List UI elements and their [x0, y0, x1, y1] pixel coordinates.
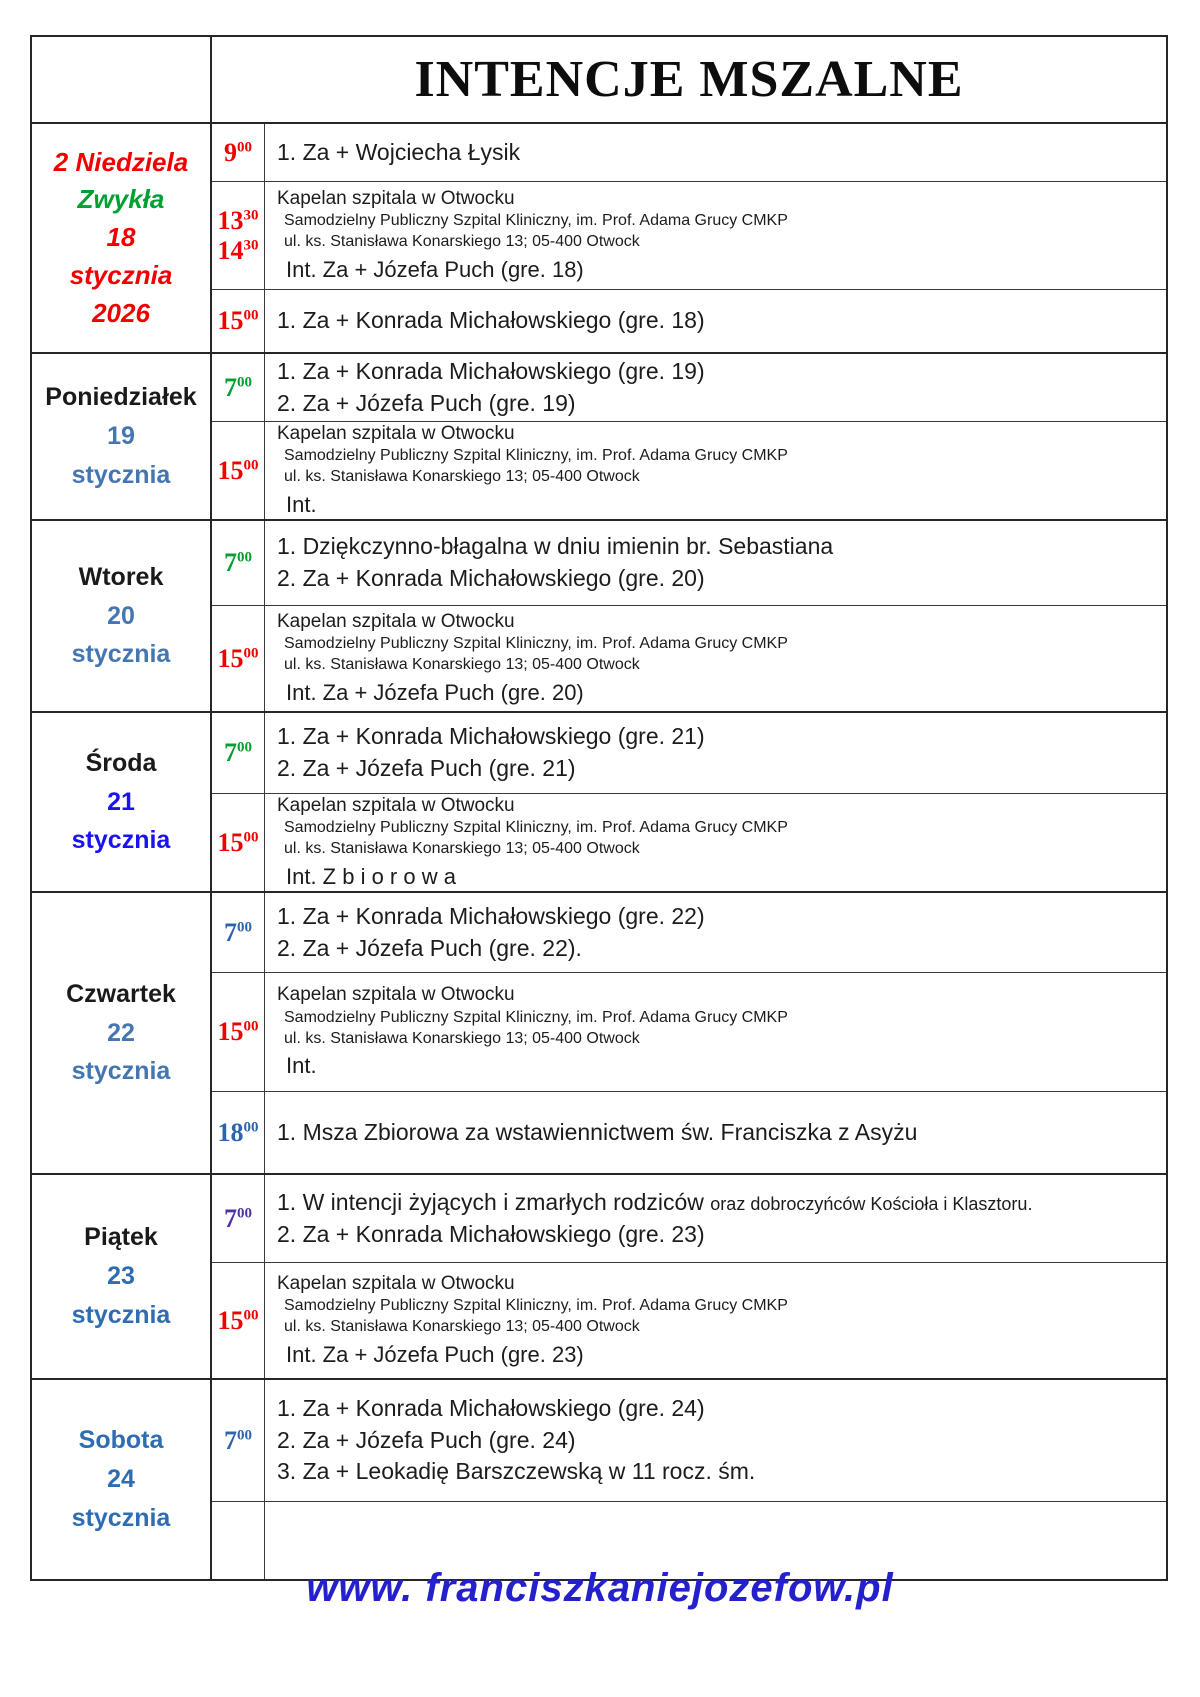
intention-text: Int. Za + Józefa Puch (gre. 20)	[286, 679, 584, 705]
date-line: Poniedziałek	[45, 383, 197, 412]
date-line: 23	[107, 1262, 135, 1291]
intention-text: 1. Za + Konrada Michałowskiego (gre. 19)	[277, 357, 705, 384]
intention-text: Int. Za + Józefa Puch (gre. 18)	[286, 256, 584, 282]
intention-text: 1. Msza Zbiorowa za wstawiennictwem św. Franciszka z Asyżu	[277, 1118, 918, 1145]
intention-line	[277, 1393, 1154, 1425]
intention-line	[277, 1425, 1154, 1457]
mass-time-cell	[212, 422, 264, 519]
mass-time-cell	[212, 124, 264, 181]
mass-intentions-cell	[264, 182, 1166, 289]
mass-time	[218, 456, 259, 486]
intention-text: Samodzielny Publiczny Szpital Kliniczny, im. Prof. Adama Grucy CMKP	[284, 1297, 788, 1315]
day-block-wtorek	[32, 521, 1166, 713]
time-hour: 7	[224, 1425, 237, 1455]
mass-time	[218, 206, 259, 236]
mass-intentions-cell	[264, 1092, 1166, 1173]
mass-time-cell	[212, 606, 264, 711]
intention-line	[277, 983, 1154, 1008]
date-line: stycznia	[71, 1057, 171, 1086]
intention-text: Samodzielny Publiczny Szpital Kliniczny, im. Prof. Adama Grucy CMKP	[284, 447, 788, 465]
mass-time	[218, 644, 259, 674]
intention-line	[277, 839, 1154, 860]
time-hour: 15	[217, 306, 244, 336]
mass-time-cell	[212, 1092, 264, 1173]
intention-text: Int. Z b i o r o w a	[286, 863, 456, 889]
intention-line	[277, 446, 1154, 467]
date-line: stycznia	[71, 1300, 171, 1329]
date-line: 2026	[92, 297, 150, 328]
time-hour: 7	[224, 372, 237, 402]
mass-slot	[212, 290, 1166, 352]
date-line: stycznia	[71, 460, 171, 489]
intention-line	[277, 1029, 1154, 1050]
time-hour: 15	[217, 1017, 244, 1047]
intention-text: Int.	[286, 491, 317, 517]
mass-time	[218, 828, 259, 858]
time-minutes: 00	[243, 828, 259, 845]
intention-line	[277, 563, 1154, 595]
mass-time	[224, 373, 252, 403]
mass-time-cell	[212, 794, 264, 891]
time-minutes: 30	[243, 236, 259, 253]
date-line: Środa	[85, 748, 157, 777]
intention-line	[277, 137, 1154, 169]
mass-time	[224, 138, 252, 168]
mass-time-cell	[212, 290, 264, 352]
date-line: Piątek	[84, 1223, 158, 1252]
intention-line	[277, 255, 1154, 285]
intention-text: 2. Za + Józefa Puch (gre. 19)	[277, 389, 576, 416]
date-line: 22	[107, 1018, 135, 1047]
mass-intentions-cell	[264, 1175, 1166, 1262]
mass-slot	[212, 1380, 1166, 1502]
mass-slot	[212, 794, 1166, 891]
date-cell-sroda	[32, 713, 210, 891]
date-line: 21	[107, 787, 135, 816]
intention-text: Kapelan szpitala w Otwocku	[277, 1272, 515, 1294]
date-line: 20	[107, 601, 135, 630]
mass-intentions-cell	[264, 713, 1166, 793]
intention-text: ul. ks. Stanisława Konarskiego 13; 05-400 Otwock	[284, 656, 640, 673]
mass-time	[224, 738, 252, 768]
intention-line	[277, 1456, 1154, 1488]
intention-text: 3. Za + Leokadię Barszczewską w 11 rocz. śm.	[277, 1458, 756, 1485]
mass-slots	[210, 1175, 1166, 1378]
intention-line	[277, 1340, 1154, 1370]
date-cell-sobota	[32, 1380, 210, 1579]
intention-line	[277, 1317, 1154, 1338]
date-cell-niedziela	[32, 124, 210, 352]
mass-time-cell	[212, 354, 264, 421]
intention-text: ul. ks. Stanisława Konarskiego 13; 05-400 Otwock	[284, 1318, 640, 1335]
time-hour: 15	[217, 455, 244, 485]
intention-line	[277, 232, 1154, 253]
time-minutes: 00	[243, 644, 259, 661]
mass-time	[224, 548, 252, 578]
mass-time	[224, 1426, 252, 1456]
mass-time	[224, 1204, 252, 1234]
mass-time-cell	[212, 521, 264, 605]
intention-line	[277, 305, 1154, 337]
intention-line	[277, 531, 1154, 563]
mass-slots	[210, 713, 1166, 891]
intention-line	[277, 1219, 1154, 1251]
intention-text: 1. Za + Konrada Michałowskiego (gre. 18)	[277, 307, 705, 334]
mass-slots	[210, 1380, 1166, 1579]
time-hour: 7	[224, 1203, 237, 1233]
intention-line	[277, 753, 1154, 785]
mass-slot	[212, 182, 1166, 290]
day-block-sroda	[32, 713, 1166, 893]
intention-text: 2. Za + Józefa Puch (gre. 22).	[277, 934, 582, 961]
day-block-niedziela	[32, 124, 1166, 354]
mass-slot	[212, 124, 1166, 182]
intention-text: 2. Za + Józefa Puch (gre. 24)	[277, 1426, 576, 1453]
time-hour: 15	[217, 827, 244, 857]
intention-line	[277, 862, 1154, 892]
mass-intentions-cell	[264, 973, 1166, 1091]
intention-text: 1. Dziękczynno-błagalna w dniu imienin br. Sebastiana	[277, 533, 834, 560]
mass-time	[218, 1118, 259, 1148]
time-hour: 18	[217, 1117, 244, 1147]
time-hour: 7	[224, 917, 237, 947]
intention-text: Kapelan szpitala w Otwocku	[277, 187, 515, 209]
intention-line	[277, 655, 1154, 676]
mass-slot	[212, 521, 1166, 606]
intention-text: 2. Za + Józefa Puch (gre. 21)	[277, 755, 576, 781]
date-line: 18	[106, 222, 136, 253]
mass-slots	[210, 521, 1166, 711]
date-line: stycznia	[69, 259, 173, 290]
time-hour: 7	[224, 548, 237, 578]
intention-line	[277, 490, 1154, 520]
time-minutes: 00	[243, 1018, 259, 1035]
date-line: stycznia	[71, 640, 171, 669]
time-minutes: 00	[243, 1306, 259, 1323]
intention-text: Samodzielny Publiczny Szpital Kliniczny, im. Prof. Adama Grucy CMKP	[284, 819, 788, 837]
mass-intentions-cell	[264, 124, 1166, 181]
intention-line	[277, 1272, 1154, 1297]
mass-time	[218, 1306, 259, 1336]
intention-line	[277, 721, 1154, 753]
intention-text: 1. Za + Konrada Michałowskiego (gre. 21)	[277, 723, 705, 750]
intention-text: Int.	[286, 1053, 317, 1079]
day-block-czwartek	[32, 893, 1166, 1175]
mass-slot	[212, 1092, 1166, 1173]
day-block-piatek	[32, 1175, 1166, 1380]
mass-slot	[212, 1263, 1166, 1378]
intention-text: 1. Za + Wojciecha Łysik	[277, 138, 521, 165]
day-block-sobota	[32, 1380, 1166, 1579]
time-minutes: 30	[243, 206, 259, 223]
time-minutes: 00	[237, 739, 252, 756]
intention-line	[277, 1117, 1154, 1149]
mass-time-cell	[212, 973, 264, 1091]
intention-line	[277, 1296, 1154, 1317]
mass-time-cell	[212, 1380, 264, 1501]
date-line: Wtorek	[78, 562, 164, 591]
mass-slot	[212, 893, 1166, 973]
mass-time	[218, 306, 259, 336]
mass-slot	[212, 1175, 1166, 1263]
title-row	[32, 37, 1166, 124]
mass-intentions-cell	[264, 1380, 1166, 1501]
date-line: Sobota	[78, 1426, 164, 1455]
time-hour: 9	[224, 137, 237, 167]
mass-intentions-cell	[264, 290, 1166, 352]
intention-line	[277, 388, 1154, 420]
intention-line	[277, 678, 1154, 708]
time-minutes: 00	[237, 549, 252, 566]
time-hour: 7	[224, 738, 237, 768]
intention-text: Samodzielny Publiczny Szpital Kliniczny, im. Prof. Adama Grucy CMKP	[284, 1008, 788, 1026]
time-minutes: 00	[237, 138, 252, 155]
intention-line	[277, 1051, 1154, 1081]
mass-time-cell	[212, 893, 264, 972]
date-cell-czwartek	[32, 893, 210, 1173]
mass-intentions-cell	[264, 1263, 1166, 1378]
day-block-poniedzialek	[32, 354, 1166, 521]
intention-text: 2. Za + Konrada Michałowskiego (gre. 20)	[277, 565, 705, 591]
mass-intentions-cell	[264, 606, 1166, 711]
mass-slots	[210, 893, 1166, 1173]
mass-time-cell	[212, 713, 264, 793]
intention-text: 1. Za + Konrada Michałowskiego (gre. 22)	[277, 902, 705, 929]
intention-text: 2. Za + Konrada Michałowskiego (gre. 23)	[277, 1220, 705, 1247]
intention-text: Int. Za + Józefa Puch (gre. 23)	[286, 1341, 584, 1367]
time-hour: 14	[217, 235, 244, 265]
intention-text: Samodzielny Publiczny Szpital Kliniczny, im. Prof. Adama Grucy CMKP	[284, 212, 788, 230]
intention-line	[277, 211, 1154, 232]
date-line: stycznia	[71, 826, 171, 855]
mass-slot	[212, 606, 1166, 711]
time-minutes: 00	[243, 1118, 259, 1135]
time-minutes: 00	[237, 1204, 252, 1221]
mass-intentions-table	[30, 35, 1168, 1581]
time-minutes: 00	[237, 373, 252, 390]
date-line: 2 Niedziela	[53, 146, 189, 177]
mass-slots	[210, 354, 1166, 519]
intention-line	[277, 634, 1154, 655]
time-minutes: 00	[237, 918, 252, 935]
mass-time	[218, 1017, 259, 1047]
mass-intentions-cell	[264, 354, 1166, 421]
mass-intentions-cell	[264, 422, 1166, 519]
date-line: Czwartek	[66, 979, 176, 1008]
date-line: Zwykła	[77, 184, 165, 215]
mass-time	[224, 918, 252, 948]
intention-line	[277, 467, 1154, 488]
mass-time-cell	[212, 182, 264, 289]
time-hour: 15	[217, 1305, 244, 1335]
intention-line	[277, 901, 1154, 933]
intention-text: Kapelan szpitala w Otwocku	[277, 794, 515, 816]
intention-line	[277, 422, 1154, 447]
intention-line	[277, 356, 1154, 388]
intention-line	[277, 1187, 1154, 1219]
intention-text: ul. ks. Stanisława Konarskiego 13; 05-400 Otwock	[284, 840, 640, 857]
time-minutes: 00	[237, 1426, 252, 1443]
time-minutes: 00	[243, 456, 259, 473]
intention-text: Kapelan szpitala w Otwocku	[277, 984, 515, 1006]
intention-text: ul. ks. Stanisława Konarskiego 13; 05-400 Otwock	[284, 468, 640, 485]
date-cell-wtorek	[32, 521, 210, 711]
mass-time-cell	[212, 1175, 264, 1262]
time-hour: 15	[217, 643, 244, 673]
mass-time-cell	[212, 1263, 264, 1378]
date-line: 19	[107, 422, 135, 451]
intention-line	[277, 933, 1154, 965]
intention-text: Samodzielny Publiczny Szpital Kliniczny, im. Prof. Adama Grucy CMKP	[284, 635, 788, 653]
intention-line	[277, 187, 1154, 212]
intention-line	[277, 610, 1154, 635]
intention-text: oraz dobroczyńców Kościoła i Klasztoru.	[710, 1193, 1033, 1214]
time-hour: 13	[217, 205, 244, 235]
intention-line	[277, 818, 1154, 839]
date-line: stycznia	[71, 1503, 171, 1532]
mass-intentions-cell	[264, 893, 1166, 972]
mass-slot	[212, 422, 1166, 519]
intention-line	[277, 794, 1154, 819]
intention-text: Kapelan szpitala w Otwocku	[277, 610, 515, 632]
intention-text: 1. Za + Konrada Michałowskiego (gre. 24)	[277, 1394, 705, 1421]
intention-text: Kapelan szpitala w Otwocku	[277, 422, 515, 444]
date-cell-piatek	[32, 1175, 210, 1378]
mass-slots	[210, 124, 1166, 352]
mass-slot	[212, 354, 1166, 422]
day-blocks	[32, 124, 1166, 1579]
mass-slot	[212, 973, 1166, 1092]
intention-text: ul. ks. Stanisława Konarskiego 13; 05-400 Otwock	[284, 1029, 640, 1047]
mass-intentions-cell	[264, 794, 1166, 891]
title-row-empty-cell	[32, 37, 210, 122]
mass-time	[218, 236, 259, 266]
time-minutes: 00	[243, 307, 259, 324]
intention-line	[277, 1008, 1154, 1029]
mass-slot	[212, 713, 1166, 794]
date-line: 24	[107, 1465, 135, 1494]
website-link[interactable]: www. franciszkaniejozefow.pl	[306, 1566, 894, 1610]
page-title: INTENCJE MSZALNE	[210, 37, 1166, 122]
intention-text: 1. W intencji żyjących i zmarłych rodziców	[277, 1188, 711, 1215]
date-cell-poniedzialek	[32, 354, 210, 519]
intention-text: ul. ks. Stanisława Konarskiego 13; 05-400 Otwock	[284, 233, 640, 250]
mass-intentions-cell	[264, 521, 1166, 605]
